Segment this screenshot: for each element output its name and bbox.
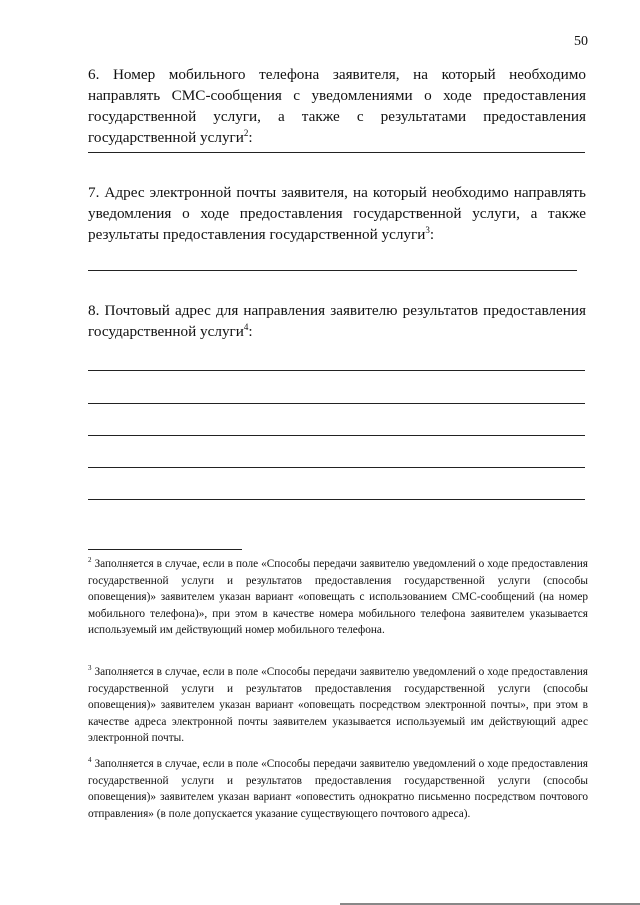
- page-number: 50: [574, 34, 588, 49]
- phone-fill-line[interactable]: [88, 152, 585, 153]
- section-text: 7. Адрес электронной почты заявителя, на который необходимо направлять уведомления о ходе предоставления государственной услуги, а также результаты предоставления государственной услуги: [88, 184, 586, 243]
- section-suffix: :: [248, 129, 253, 146]
- section-mobile-phone: [88, 64, 586, 148]
- section-postal-address: [88, 300, 586, 342]
- address-fill-line-1[interactable]: [88, 370, 585, 371]
- footnote-ref: 2: [243, 127, 249, 138]
- address-fill-line-2[interactable]: [88, 403, 585, 404]
- footnote-separator: [88, 549, 242, 550]
- email-fill-line[interactable]: [88, 270, 577, 271]
- footnote-marker: 4: [88, 756, 92, 765]
- footnote-4: [88, 756, 588, 822]
- section-suffix: :: [429, 226, 435, 243]
- footnote-marker: 2: [88, 556, 92, 565]
- address-fill-line-4[interactable]: [88, 467, 585, 468]
- footnote-ref: 3: [425, 224, 430, 235]
- address-fill-line-5[interactable]: [88, 499, 585, 500]
- footnote-text: Заполняется в случае, если в поле «Способы передачи заявителю уведомлений о ходе предоставления государственной услуги и результатов предоставления государственной услуги (способы оповещения)» заявителем указан вариант «оповещать с использованием СМС-сообщений (на номер мобильного телефона)», при этом в качестве номера мобильного телефона заявителем указывается используемый им действующий номер мобильного телефона.: [88, 558, 588, 636]
- footnote-marker: 3: [88, 664, 92, 673]
- address-fill-line-3[interactable]: [88, 435, 585, 436]
- footnote-3: [88, 664, 588, 747]
- footnote-ref: 4: [243, 321, 249, 332]
- footnote-2: [88, 556, 588, 639]
- footnote-text: Заполняется в случае, если в поле «Способы передачи заявителю уведомлений о ходе предоставления государственной услуги и результатов предоставления государственной услуги (способы оповещения)» заявителем указан вариант «оповестить однократно письменно посредством почтового отправления» (в поле допускается указание существующего почтового адреса).: [88, 758, 588, 820]
- section-text: 8. Почтовый адрес для направления заявителю результатов предоставления государственной услуги: [88, 302, 586, 340]
- section-text: 6. Номер мобильного телефона заявителя, на который необходимо направлять СМС-сообщения с уведомлениями о ходе предоставления государственной услуги, а также с результатами предоставления государственной услуги: [88, 66, 586, 146]
- section-email: [88, 182, 586, 245]
- footnote-text: Заполняется в случае, если в поле «Способы передачи заявителю уведомлений о ходе предоставления государственной услуги и результатов предоставления государственной услуги (способы оповещения)» заявителем указан вариант «оповещать посредством электронной почты», при этом в качестве адреса электронной почты заявителем указывается используемый им действующий адрес электронной почты.: [88, 666, 588, 744]
- section-suffix: :: [248, 323, 253, 340]
